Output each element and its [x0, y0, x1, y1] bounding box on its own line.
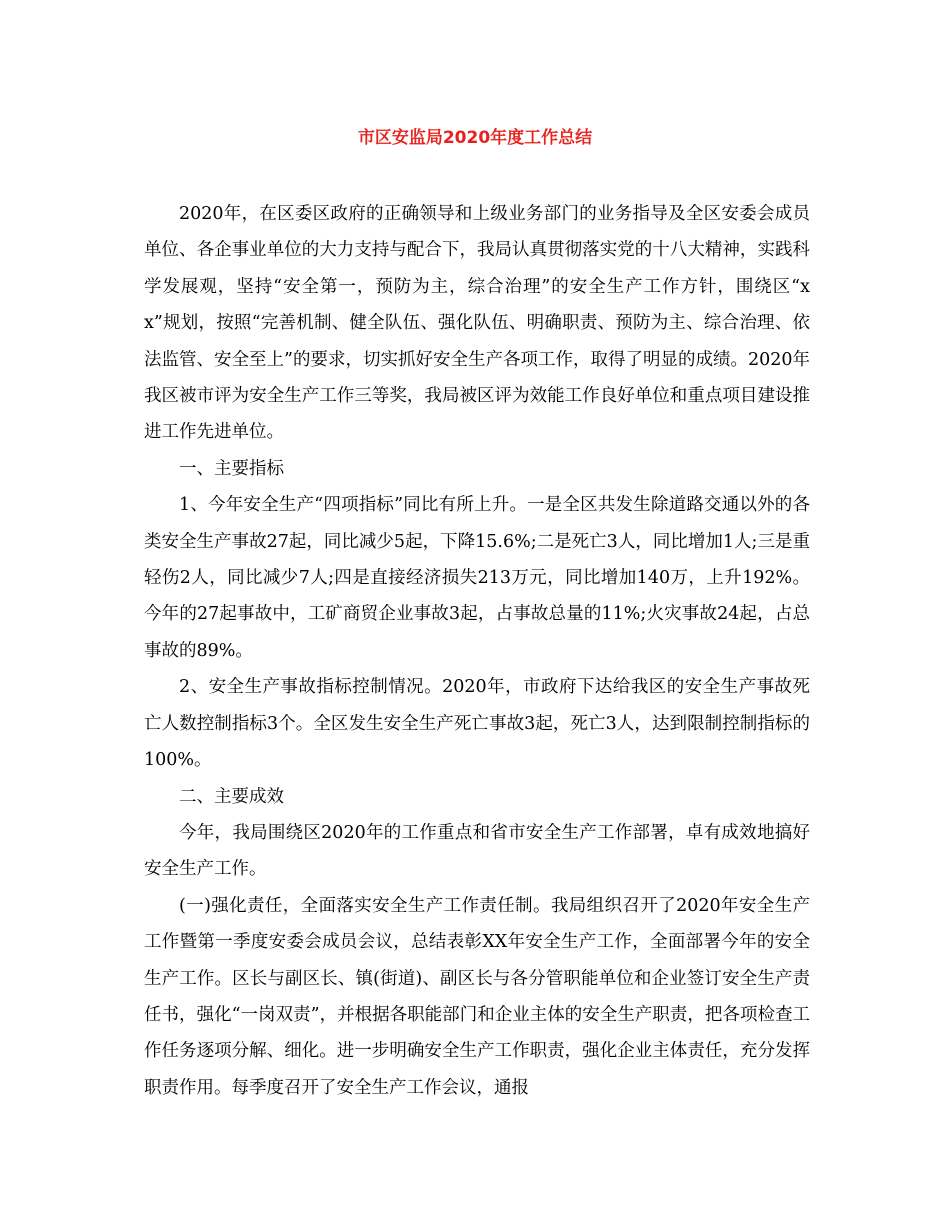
- document-title: 市区安监局2020年度工作总结: [357, 128, 593, 148]
- paragraph-indicator-2: 2、安全生产事故指标控制情况。2020年，市政府下达给我区的安全生产事故死亡人数控制指标3个。全区发生安全生产死亡事故3起，死亡3人，达到限制控制指标的100%。: [144, 677, 810, 771]
- paragraph-responsibility: (一)强化责任，全面落实安全生产工作责任制。我局组织召开了2020年安全生产工作暨第一季度安委会成员会议，总结表彰XX年安全生产工作，全面部署今年的安全生产工作。区长与副区长、镇(街道)、副区长与各分管职能单位和企业签订安全生产责任书，强化“一岗双责”，并根据各职能部门和企业主体的安全生产职责，把各项检查工作任务逐项分解、细化。进一步明确安全生产工作职责，强化企业主体责任，充分发挥职责作用。每季度召开了安全生产工作会议，通报: [144, 895, 810, 1098]
- paragraph-indicator-1: 1、今年安全生产“四项指标”同比有所上升。一是全区共发生除道路交通以外的各类安全生产事故27起，同比减少5起，下降15.6%;二是死亡3人，同比增加1人;三是重轻伤2人，同比减少7人;四是直接经济损失213万元，同比增加140万，上升192%。今年的27起事故中，工矿商贸企业事故3起，占事故总量的11%;火灾事故24起，占总事故的89%。: [144, 495, 810, 661]
- section-heading-main-results: 二、主要成效: [179, 786, 284, 807]
- document-body: [144, 196, 810, 1106]
- section-heading-main-indicators: 一、主要指标: [179, 458, 284, 479]
- paragraph-results-intro: 今年，我局围绕区2020年的工作重点和省市安全生产工作部署，卓有成效地搞好安全生产工作。: [144, 822, 810, 880]
- paragraph-intro: 2020年，在区委区政府的正确领导和上级业务部门的业务指导及全区安委会成员单位、各企事业单位的大力支持与配合下，我局认真贯彻落实党的十八大精神，实践科学发展观，坚持“安全第一，预防为主，综合治理”的安全生产工作方针，围绕区“xx”规划，按照“完善机制、健全队伍、强化队伍、明确职责、预防为主、综合治理、依法监管、安全至上”的要求，切实抓好安全生产各项工作，取得了明显的成绩。2020年我区被市评为安全生产工作三等奖，我局被区评为效能工作良好单位和重点项目建设推进工作先进单位。: [144, 204, 810, 443]
